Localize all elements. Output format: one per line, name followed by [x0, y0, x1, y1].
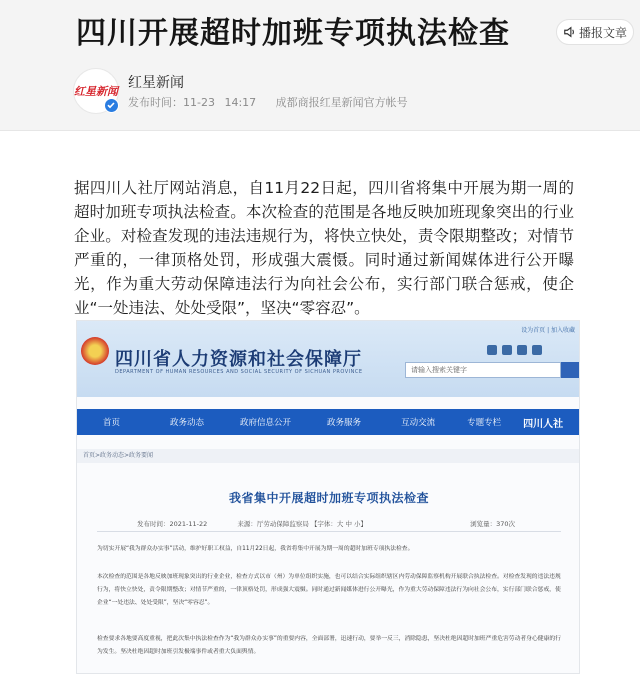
- site-nav-item: 政务动态: [170, 418, 205, 428]
- site-search-input: 请输入搜索关键字: [405, 362, 561, 378]
- site-nav: [77, 409, 580, 435]
- article-paragraph: 据四川人社厅网站消息，自11月22日起，四川省将集中开展为期一周的超时加班专项执法检查。本次检查的范围是各地反映加班现象突出的行业企业。对检查发现的违法违规行为，将快立快处，责令限期整改；对情节严重的，一律顶格处罚，形成强大震慑。同时通过新闻媒体进行公开曝光，作为重大劳动保障违法行为向社会公布，实行部门联合惩戒，使企业“一处违法、处处受限”，坚决“零容忍”。: [74, 179, 574, 317]
- publish-date: 发布时间：11-23: [128, 96, 215, 109]
- tts-label: 播报文章: [578, 25, 627, 40]
- author-name[interactable]: 红星新闻: [128, 75, 184, 91]
- site-search-icon: [561, 362, 579, 378]
- site-subtitle: DEPARTMENT OF HUMAN RESOURCES AND SOCIAL SECURITY OF SICHUAN PROVINCE: [115, 369, 363, 375]
- author-description: 成都商报红星新闻官方帐号: [275, 96, 408, 109]
- site-top-links: 设为首页 | 加入收藏: [521, 327, 575, 334]
- avatar-logo-text: 红星新闻: [74, 85, 118, 98]
- site-breadcrumb: 首页>政务动态>政务要闻: [77, 449, 580, 463]
- wechat-icon: [487, 345, 497, 355]
- site-paragraph: 本次检查的范围是各地反映加班现象突出的行业企业，检查方式以市（州）为单位组织实施，也可以结合实际组织辖区内劳动保障监察机构开展联合执法检查。对检查发现的违法违规行为，将快立快处，责令限期整改；对情节严重的，一律顶格处罚，形成强大震慑。同时通过新闻媒体进行公开曝光，作为重大劳动保障违法行为向社会公布，实行部门联合惩戒，使企业“一处违法、处处受限”，坚决“零容忍”。: [97, 574, 561, 606]
- tts-button[interactable]: [556, 19, 634, 45]
- article-title: 四川开展超时加班专项执法检查: [76, 16, 510, 51]
- weibo-icon: [502, 345, 512, 355]
- speaker-icon: [563, 25, 577, 39]
- site-paragraph: 为切实开展“我为群众办实事”活动，维护好职工权益，自11月22日起，我省将集中开展为期一周的超时加班专项执法检查。: [97, 546, 414, 552]
- publish-time: 14:17: [224, 96, 257, 109]
- site-article-title: 我省集中开展超时加班专项执法检查: [228, 491, 429, 505]
- site-nav-item: 互动交流: [401, 418, 436, 428]
- verified-badge-icon: [104, 98, 119, 113]
- site-nav-item: 政务服务: [327, 418, 362, 428]
- article-image[interactable]: [76, 320, 580, 674]
- site-paragraph: 检查要求各地要高度重视，把此次集中执法检查作为“我为群众办实事”的重要内容，全面部署，迅速行动，要举一反三，消除隐患，坚决杜绝因超时加班严重危害劳动者身心健康的行为发生。坚决杜绝因超时加班引发极端事件或者重大负面舆情。: [97, 636, 561, 655]
- site-nav-item: 首页: [103, 418, 121, 428]
- article-header: [0, 0, 640, 131]
- elder-mode-icon: [532, 345, 542, 355]
- site-article-source: 来源：厅劳动保障监察局 【字体：大 中 小】: [237, 520, 368, 528]
- site-article-views: 浏览量：370次: [470, 520, 515, 528]
- site-article-date: 发布时间：2021-11-22: [137, 520, 208, 528]
- national-emblem-icon: [81, 337, 109, 365]
- accessibility-icon: [517, 345, 527, 355]
- article-meta: [128, 94, 414, 110]
- divider: [97, 531, 561, 532]
- site-nav-item: 专题专栏: [467, 418, 502, 428]
- site-nav-item: 政府信息公开: [240, 418, 292, 428]
- site-banner: [77, 321, 580, 397]
- accessibility-icons: [487, 345, 542, 355]
- site-nav-item: 四川人社: [523, 418, 564, 430]
- site-title: 四川省人力资源和社会保障厅: [115, 349, 362, 370]
